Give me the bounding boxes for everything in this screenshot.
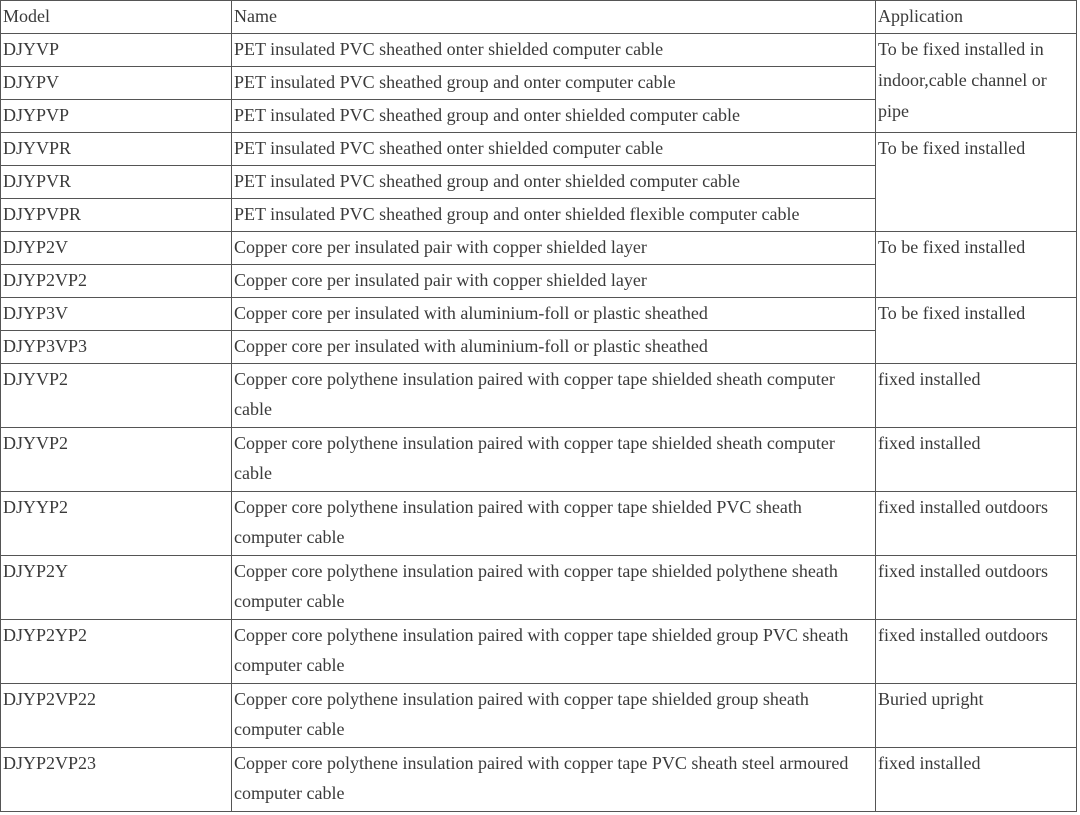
name-cell: Copper core per insulated with aluminium-foll or plastic sheathed	[232, 298, 876, 331]
model-cell: DJYPV	[1, 67, 232, 100]
table-row	[1, 748, 1077, 812]
model-cell: DJYPVR	[1, 166, 232, 199]
name-cell: Copper core polythene insulation paired with copper tape shielded group sheath computer cable	[232, 684, 876, 748]
table-row	[1, 620, 1077, 684]
table-row	[1, 684, 1077, 748]
application-cell: To be fixed installed in indoor,cable channel or pipe	[876, 34, 1077, 133]
application-cell: fixed installed	[876, 428, 1077, 492]
model-cell: DJYYP2	[1, 492, 232, 556]
model-cell: DJYP2VP2	[1, 265, 232, 298]
table-row	[1, 298, 1077, 331]
application-cell: To be fixed installed	[876, 232, 1077, 298]
table-row	[1, 232, 1077, 265]
model-cell: DJYP2V	[1, 232, 232, 265]
name-cell: PET insulated PVC sheathed group and onter shielded flexible computer cable	[232, 199, 876, 232]
name-cell: Copper core per insulated pair with copper shielded layer	[232, 265, 876, 298]
table-row	[1, 428, 1077, 492]
application-cell: To be fixed installed	[876, 298, 1077, 364]
model-cell: DJYVP2	[1, 364, 232, 428]
model-cell: DJYPVPR	[1, 199, 232, 232]
name-cell: Copper core polythene insulation paired with copper tape shielded sheath computer cable	[232, 428, 876, 492]
application-cell: fixed installed	[876, 364, 1077, 428]
table-header-row	[1, 1, 1077, 34]
application-cell: fixed installed outdoors	[876, 492, 1077, 556]
table-row	[1, 492, 1077, 556]
table-row	[1, 556, 1077, 620]
table-row	[1, 34, 1077, 67]
name-cell: Copper core polythene insulation paired with copper tape shielded group PVC sheath computer cable	[232, 620, 876, 684]
table-row	[1, 364, 1077, 428]
header-name: Name	[232, 1, 876, 34]
model-cell: DJYPVP	[1, 100, 232, 133]
name-cell: PET insulated PVC sheathed group and onter computer cable	[232, 67, 876, 100]
model-cell: DJYP2YP2	[1, 620, 232, 684]
header-model: Model	[1, 1, 232, 34]
application-cell: fixed installed outdoors	[876, 556, 1077, 620]
name-cell: Copper core polythene insulation paired with copper tape PVC sheath steel armoured computer cable	[232, 748, 876, 812]
name-cell: Copper core per insulated with aluminium-foll or plastic sheathed	[232, 331, 876, 364]
model-cell: DJYP2VP22	[1, 684, 232, 748]
name-cell: PET insulated PVC sheathed onter shielded computer cable	[232, 133, 876, 166]
header-application: Application	[876, 1, 1077, 34]
application-cell: Buried upright	[876, 684, 1077, 748]
name-cell: PET insulated PVC sheathed group and onter shielded computer cable	[232, 100, 876, 133]
model-cell: DJYP2Y	[1, 556, 232, 620]
model-cell: DJYP3V	[1, 298, 232, 331]
model-cell: DJYP3VP3	[1, 331, 232, 364]
name-cell: PET insulated PVC sheathed group and onter shielded computer cable	[232, 166, 876, 199]
application-cell: fixed installed outdoors	[876, 620, 1077, 684]
model-cell: DJYP2VP23	[1, 748, 232, 812]
name-cell: Copper core polythene insulation paired with copper tape shielded sheath computer cable	[232, 364, 876, 428]
name-cell: Copper core polythene insulation paired with copper tape shielded PVC sheath computer cable	[232, 492, 876, 556]
name-cell: PET insulated PVC sheathed onter shielded computer cable	[232, 34, 876, 67]
table-row	[1, 133, 1077, 166]
application-cell: fixed installed	[876, 748, 1077, 812]
name-cell: Copper core polythene insulation paired with copper tape shielded polythene sheath computer cable	[232, 556, 876, 620]
model-cell: DJYVP	[1, 34, 232, 67]
application-cell: To be fixed installed	[876, 133, 1077, 232]
model-cell: DJYVPR	[1, 133, 232, 166]
name-cell: Copper core per insulated pair with copper shielded layer	[232, 232, 876, 265]
model-cell: DJYVP2	[1, 428, 232, 492]
